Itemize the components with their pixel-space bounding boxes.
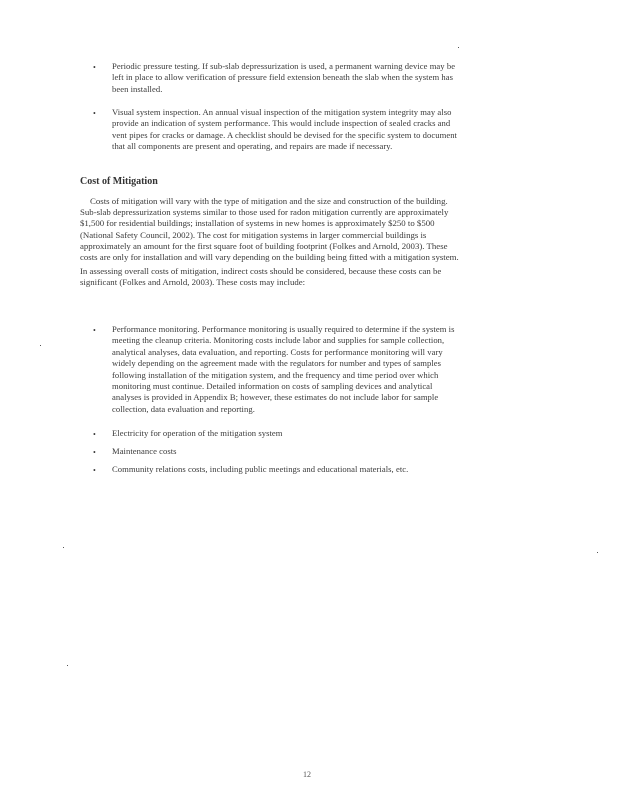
scan-speck [67,665,68,666]
bullet-electricity: Electricity for operation of the mitigation system [112,428,283,438]
bullet-maintenance: Maintenance costs [112,446,177,456]
bullet-marker: • [93,466,96,475]
bullet-marker: • [93,326,96,335]
scan-speck [458,47,459,48]
paragraph-indirect-costs: In assessing overall costs of mitigation, indirect costs should be considered, because these costs can be significant (Folkes and Arnold, 2003). These costs may include: [80,266,442,288]
bullet-visual-inspection: Visual system inspection. An annual visual inspection of the mitigation system integrity may also provide an indication of system performance. This would include inspection of sealed cracks and vent pipes for cracks or damage. A checklist should be devised for the specific system to document that all components are present and operating, and repairs are made if necessary. [112,107,457,152]
scan-speck [597,552,598,553]
scan-speck [63,547,64,548]
paragraph-mitigation-costs: Costs of mitigation will vary with the type of mitigation and the size and construction of the building. Sub-slab depressurization systems similar to those used for radon mitigation currently are approximately $1,500 for residential buildings; installation of systems in new homes is approximately $250 to $500 (National Safety Council, 2002). The cost for mitigation systems in larger commercial buildings is approximately an amount for the first square foot of building footprint (Folkes and Arnold, 2003). These costs are only for installation and will vary depending on the building being fitted with a mitigation system. [80,196,459,263]
bullet-marker: • [93,109,96,118]
bullet-marker: • [93,448,96,457]
bullet-marker: • [93,430,96,439]
page-number: 12 [303,770,311,779]
scan-speck [40,345,41,346]
bullet-pressure-testing: Periodic pressure testing. If sub-slab depressurization is used, a permanent warning device may be left in place to allow verification of pressure field extension beneath the slab when the system has been installed. [112,61,456,94]
section-heading: Cost of Mitigation [80,176,158,187]
bullet-performance-monitoring: Performance monitoring. Performance monitoring is usually required to determine if the system is meeting the cleanup criteria. Monitoring costs include labor and supplies for sample collection, analytical analyses, data evaluation, and reporting. Costs for performance monitoring will vary widely depending on the agreement made with the regulators for number and types of samples following installation of the mitigation system, and the frequency and time period over which monitoring must continue. Detailed information on costs of sampling devices and analytical analyses is provided in Appendix B; however, these estimates do not include labor for sample collection, data evaluation and reporting. [112,324,455,414]
bullet-marker: • [93,63,96,72]
bullet-community-relations: Community relations costs, including public meetings and educational materials, etc. [112,464,409,474]
